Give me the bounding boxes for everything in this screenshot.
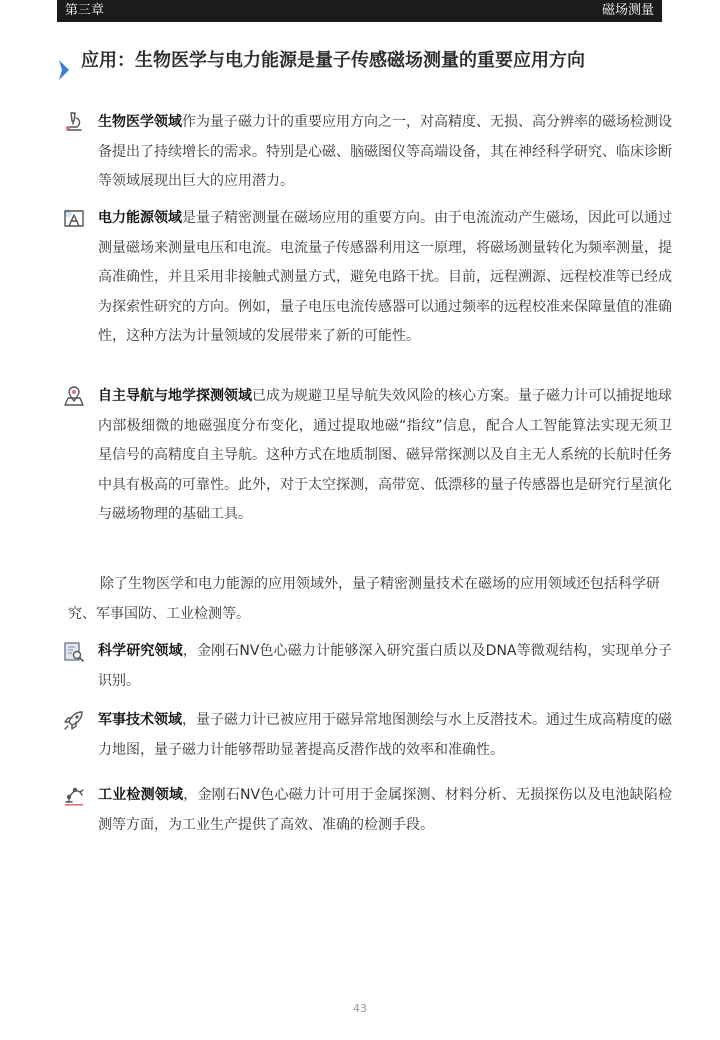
page-number: 43 [353, 1002, 367, 1015]
item-description: ，量子磁力计已被应用于磁异常地图测绘与水上反潜技术。通过生成高精度的磁力地图，量子磁力计能够帮助显著提高反潜作战的效率和准确性。 [98, 712, 672, 758]
power-grid-icon [62, 206, 86, 230]
list-item [62, 204, 672, 352]
list-item-text [98, 204, 672, 352]
item-heading: 生物医学领域 [98, 114, 182, 130]
list-item-text [98, 382, 672, 530]
list-item [62, 706, 672, 765]
list-item [62, 108, 672, 197]
item-description: 作为量子磁力计的重要应用方向之一，对高精度、无损、高分辨率的磁场检测设备提出了持续增长的需求。特别是心磁、脑磁图仪等高端设备，其在神经科学研究、临床诊断等领域展现出巨大的应用潜力。 [98, 114, 672, 190]
section-heading [57, 48, 677, 74]
chapter-label: 第三章 [65, 3, 105, 18]
robot-arm-icon [62, 783, 86, 807]
list-item [62, 382, 672, 530]
microscope-icon [62, 110, 86, 134]
map-pin-icon [62, 384, 86, 408]
chevron-right-icon [57, 59, 71, 81]
list-item [62, 637, 672, 696]
header-bar [57, 0, 662, 22]
item-description: ，金刚石NV色心磁力计可用于金属探测、材料分析、无损探伤以及电池缺陷检测等方面，为工业生产提供了高效、准确的检测手段。 [98, 787, 672, 833]
search-document-icon [62, 639, 86, 663]
rocket-icon [62, 708, 86, 732]
section-label: 磁场测量 [601, 3, 654, 18]
list-item-text [98, 706, 672, 765]
list-item-text [98, 781, 672, 840]
item-heading: 自主导航与地学探测领域 [98, 388, 252, 404]
list-item-text [98, 108, 672, 197]
item-heading: 电力能源领域 [98, 210, 182, 226]
page-title: 应用：生物医学与电力能源是量子传感磁场测量的重要应用方向 [81, 50, 585, 71]
body-paragraph: 除了生物医学和电力能源的应用领域外，量子精密测量技术在磁场的应用领域还包括科学研究、军事国防、工业检测等。 [68, 576, 660, 622]
item-description: 已成为规避卫星导航失效风险的核心方案。量子磁力计可以捕捉地球内部极细微的地磁强度分布变化，通过提取地磁“指纹”信息，配合人工智能算法实现无须卫星信号的高精度自主导航。这种方式在地质制图、磁异常探测以及自主无人系统的长航时任务中具有极高的可靠性。此外，对于太空探测，高带宽、低漂移的量子传感器也是研究行星演化与磁场物理的基础工具。 [98, 388, 672, 523]
item-heading: 军事技术领域 [98, 712, 182, 728]
item-heading: 科学研究领域 [98, 643, 183, 659]
list-item [62, 781, 672, 840]
item-heading: 工业检测领域 [98, 787, 184, 803]
item-description: 是量子精密测量在磁场应用的重要方向。由于电流流动产生磁场，因此可以通过测量磁场来测量电压和电流。电流量子传感器利用这一原理，将磁场测量转化为频率测量，提高准确性，并且采用非接触式测量方式，避免电路干扰。目前，远程溯源、远程校准等已经成为探索性研究的方向。例如，量子电压电流传感器可以通过频率的远程校准来保障量值的准确性，这种方法为计量领域的发展带来了新的可能性。 [98, 210, 672, 345]
list-item-text [98, 637, 672, 696]
item-description: ，金刚石NV色心磁力计能够深入研究蛋白质以及DNA等微观结构，实现单分子识别。 [98, 643, 672, 689]
